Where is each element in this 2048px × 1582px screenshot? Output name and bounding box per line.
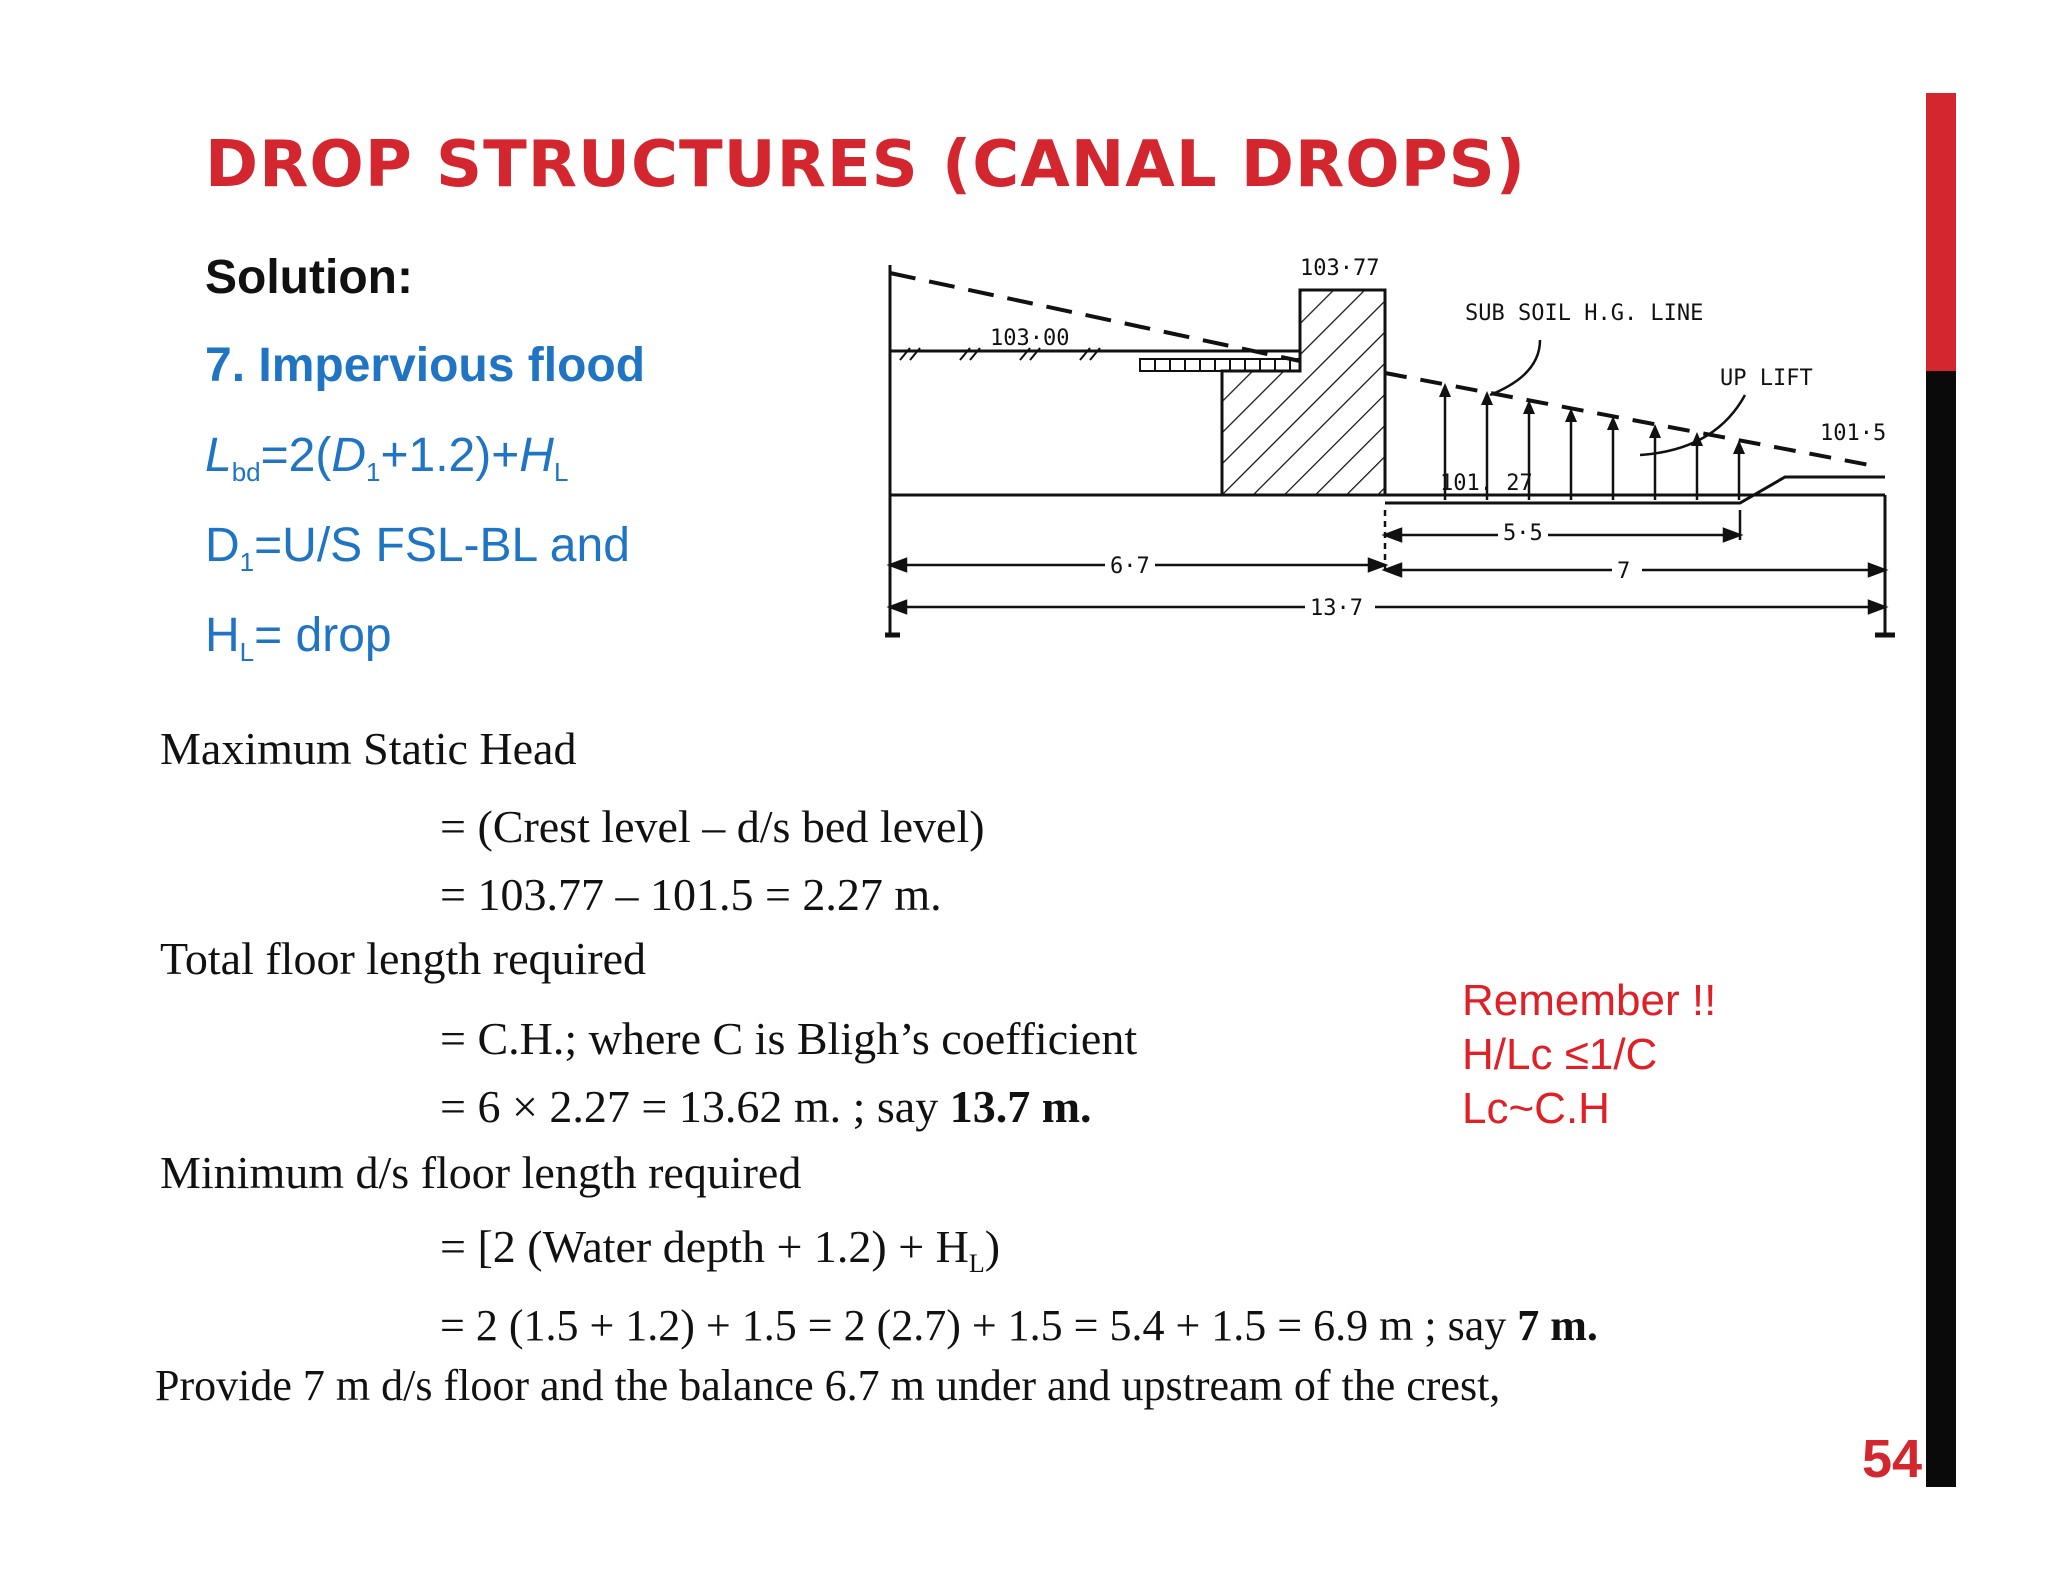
slide-title: DROP STRUCTURES (CANAL DROPS)	[205, 128, 1526, 202]
formula-hl: $H_L=$ drop	[205, 609, 392, 667]
label-subsoil: SUB SOIL H.G. LINE	[1465, 301, 1704, 326]
text-line-4: Total floor length required	[160, 933, 647, 984]
page-number: 54	[1862, 1429, 1923, 1489]
text-line-10: Provide 7 m d/s floor and the balance 6.7 m under and upstream of the crest,	[155, 1361, 1501, 1410]
remember-line-3: Lc~C.H	[1462, 1084, 1610, 1133]
remember-line-1: Remember !!	[1462, 976, 1717, 1025]
label-us-level: 103·00	[990, 326, 1070, 351]
text-line-6: = 6 × 2.27 = 13.62 m. ; say 13.7 m.	[440, 1081, 1092, 1132]
text-line-5: = C.H.; where C is Bligh’s coefficient	[440, 1013, 1138, 1064]
label-crest: 103·77	[1300, 256, 1380, 281]
text-line-8: = [2 (Water depth + $1.2) + H_L$)	[440, 1221, 1001, 1278]
label-dim-67: 6·7	[1110, 554, 1150, 579]
label-dim-137: 13·7	[1310, 596, 1363, 621]
formula-d1: $D_1=U/S$ FSL-BL and	[205, 519, 630, 577]
label-floor-level: 101. 27	[1440, 471, 1533, 496]
accent-bar-red	[1926, 93, 1956, 371]
drop-structure-diagram	[880, 245, 1910, 655]
label-dim-7: 7	[1617, 559, 1631, 584]
text-line-2: = (Crest level – d/s bed level)	[440, 801, 985, 852]
formula-lbd: $L_{bd}=2(D_1+1.2)+H_L$	[205, 429, 569, 487]
step-heading: 7. Impervious flood	[205, 339, 646, 392]
text-line-3: = 103.77 – 101.5 = 2.27 m.	[440, 869, 942, 920]
solution-label: Solution:	[205, 251, 413, 304]
accent-bar-black	[1926, 371, 1956, 1487]
text-line-9: = 2 (1.5 + 1.2) + 1.5 = 2 (2.7) + 1.5 = 5.4 + 1.5 = 6.9 m ; say 7 m.	[440, 1301, 1598, 1350]
text-line-7: Minimum d/s floor length required	[160, 1147, 802, 1198]
label-dim-55: 5·5	[1503, 521, 1543, 546]
text-line-1: Maximum Static Head	[160, 723, 577, 774]
label-ds-level: 101·5	[1820, 421, 1887, 446]
remember-line-2: H/Lc ≤1/C	[1462, 1030, 1658, 1079]
label-uplift: UP LIFT	[1720, 366, 1813, 391]
